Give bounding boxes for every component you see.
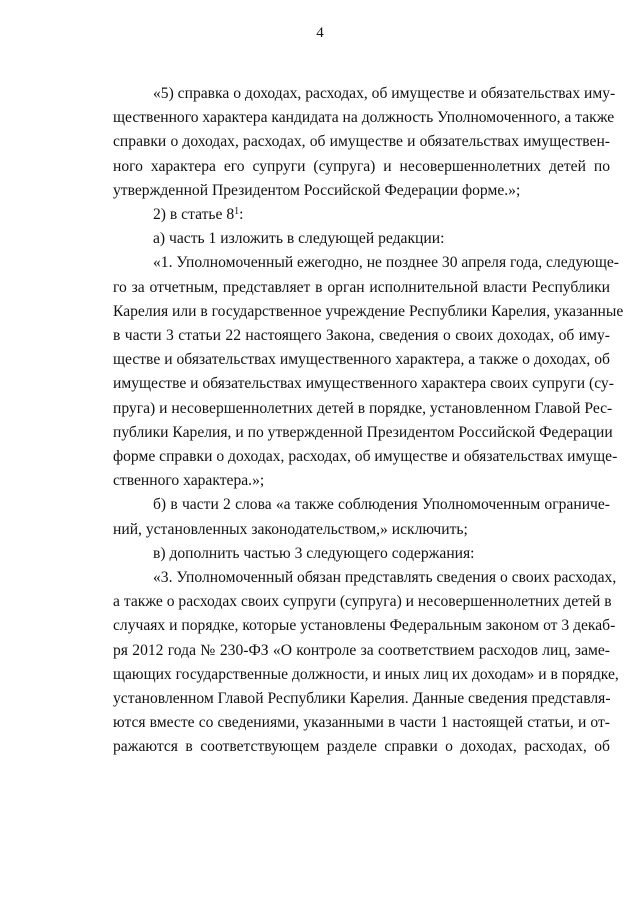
text-line-content: ществе и обязательствах имущественного характера, а также о доходах, об bbox=[113, 351, 610, 369]
text-line bbox=[113, 735, 610, 759]
text-line bbox=[113, 711, 610, 735]
text-line bbox=[113, 300, 624, 324]
text-line bbox=[113, 130, 610, 154]
text-line bbox=[113, 82, 616, 106]
text-line-content: а также о расходах своих супруги (супруга) и несовершеннолетних детей в bbox=[113, 593, 612, 611]
text-line-content: ного характера его супруги (супруга) и несовершеннолетних детей по bbox=[113, 157, 610, 175]
text-line-content: установленном Главой Республики Карелия. Данные сведения представля- bbox=[113, 690, 611, 708]
text-line-content: случаях и порядке, которые установлены Федеральным законом от 3 декаб- bbox=[113, 617, 616, 635]
text-line bbox=[113, 663, 619, 687]
page-number: 4 bbox=[316, 25, 324, 41]
text-line-content: справки о доходах, расходах, об имуществе и обязательствах имуществен- bbox=[113, 133, 610, 151]
text-line bbox=[113, 469, 610, 493]
text-line bbox=[113, 614, 616, 638]
text-line-content: «3. Уполномоченный обязан представлять сведения о своих расходах, bbox=[153, 569, 617, 587]
text-line bbox=[113, 106, 615, 130]
text-line-content: ются вместе со сведениями, указанными в части 1 настоящей статьи, и от- bbox=[113, 714, 610, 732]
text-line bbox=[113, 518, 610, 542]
text-line-content: публики Карелия, и по утвержденной Президентом Российской Федерации bbox=[113, 423, 613, 441]
text-line bbox=[113, 639, 610, 663]
text-line bbox=[113, 445, 618, 469]
text-line-content: щественного характера кандидата на должность Уполномоченного, а также bbox=[113, 109, 615, 127]
text-line bbox=[113, 566, 617, 590]
text-line-content: б) в части 2 слова «а также соблюдения Уполномоченным ограниче- bbox=[153, 496, 610, 514]
text-line bbox=[113, 542, 610, 566]
text-line bbox=[113, 590, 610, 614]
text-line-content: пруга) и несовершеннолетних детей в порядке, установленном Главой Рес- bbox=[113, 399, 613, 417]
text-line bbox=[113, 276, 610, 300]
text-line-content: в части 3 статьи 22 настоящего Закона, сведения о своих доходах, об иму- bbox=[113, 327, 610, 345]
text-line bbox=[113, 687, 610, 711]
text-line bbox=[113, 227, 610, 251]
text-line bbox=[113, 372, 614, 396]
text-line-tail: : bbox=[239, 206, 244, 224]
document-body bbox=[113, 82, 624, 760]
text-line bbox=[113, 179, 610, 203]
text-line-content: утвержденной Президентом Российской Федерации форме.»; bbox=[113, 181, 521, 199]
text-line bbox=[113, 421, 613, 445]
text-line-content: «1. Уполномоченный ежегодно, не позднее 30 апреля года, следующе- bbox=[153, 254, 619, 272]
superscript: 1 bbox=[234, 206, 240, 218]
text-line-content: ний, установленных законодательством,» исключить; bbox=[113, 520, 468, 538]
text-line-content: форме справки о доходах, расходах, об имуществе и обязательствах имуще- bbox=[113, 448, 618, 466]
text-line bbox=[113, 348, 610, 372]
text-line bbox=[113, 155, 610, 179]
text-line bbox=[113, 203, 610, 227]
text-line-content: Карелия или в государственное учреждение Республики Карелия, указанные bbox=[113, 302, 624, 320]
text-line-content: ражаются в соответствующем разделе справки о доходах, расходах, об bbox=[113, 738, 610, 756]
text-line-content: имуществе и обязательствах имущественного характера своих супруги (су- bbox=[113, 375, 614, 393]
text-line bbox=[113, 324, 610, 348]
text-line-content: го за отчетным, представляет в орган исполнительной власти Республики bbox=[113, 278, 610, 296]
text-line-content: в) дополнить частью 3 следующего содержания: bbox=[153, 544, 475, 562]
text-line-content: ственного характера.»; bbox=[113, 472, 265, 490]
text-line-content: «5) справка о доходах, расходах, об имуществе и обязательствах иму- bbox=[153, 85, 616, 102]
text-line-content: а) часть 1 изложить в следующей редакции: bbox=[153, 230, 445, 248]
text-line-content: щающих государственные должности, и иных лиц их доходам» и в порядке, bbox=[113, 665, 619, 683]
text-line-content: ря 2012 года № 230-ФЗ «О контроле за соответствием расходов лиц, заме- bbox=[113, 641, 610, 659]
text-line-content: 2) в статье 8 bbox=[153, 206, 235, 224]
text-line bbox=[113, 251, 619, 275]
text-line bbox=[113, 493, 610, 517]
text-line bbox=[113, 397, 613, 421]
